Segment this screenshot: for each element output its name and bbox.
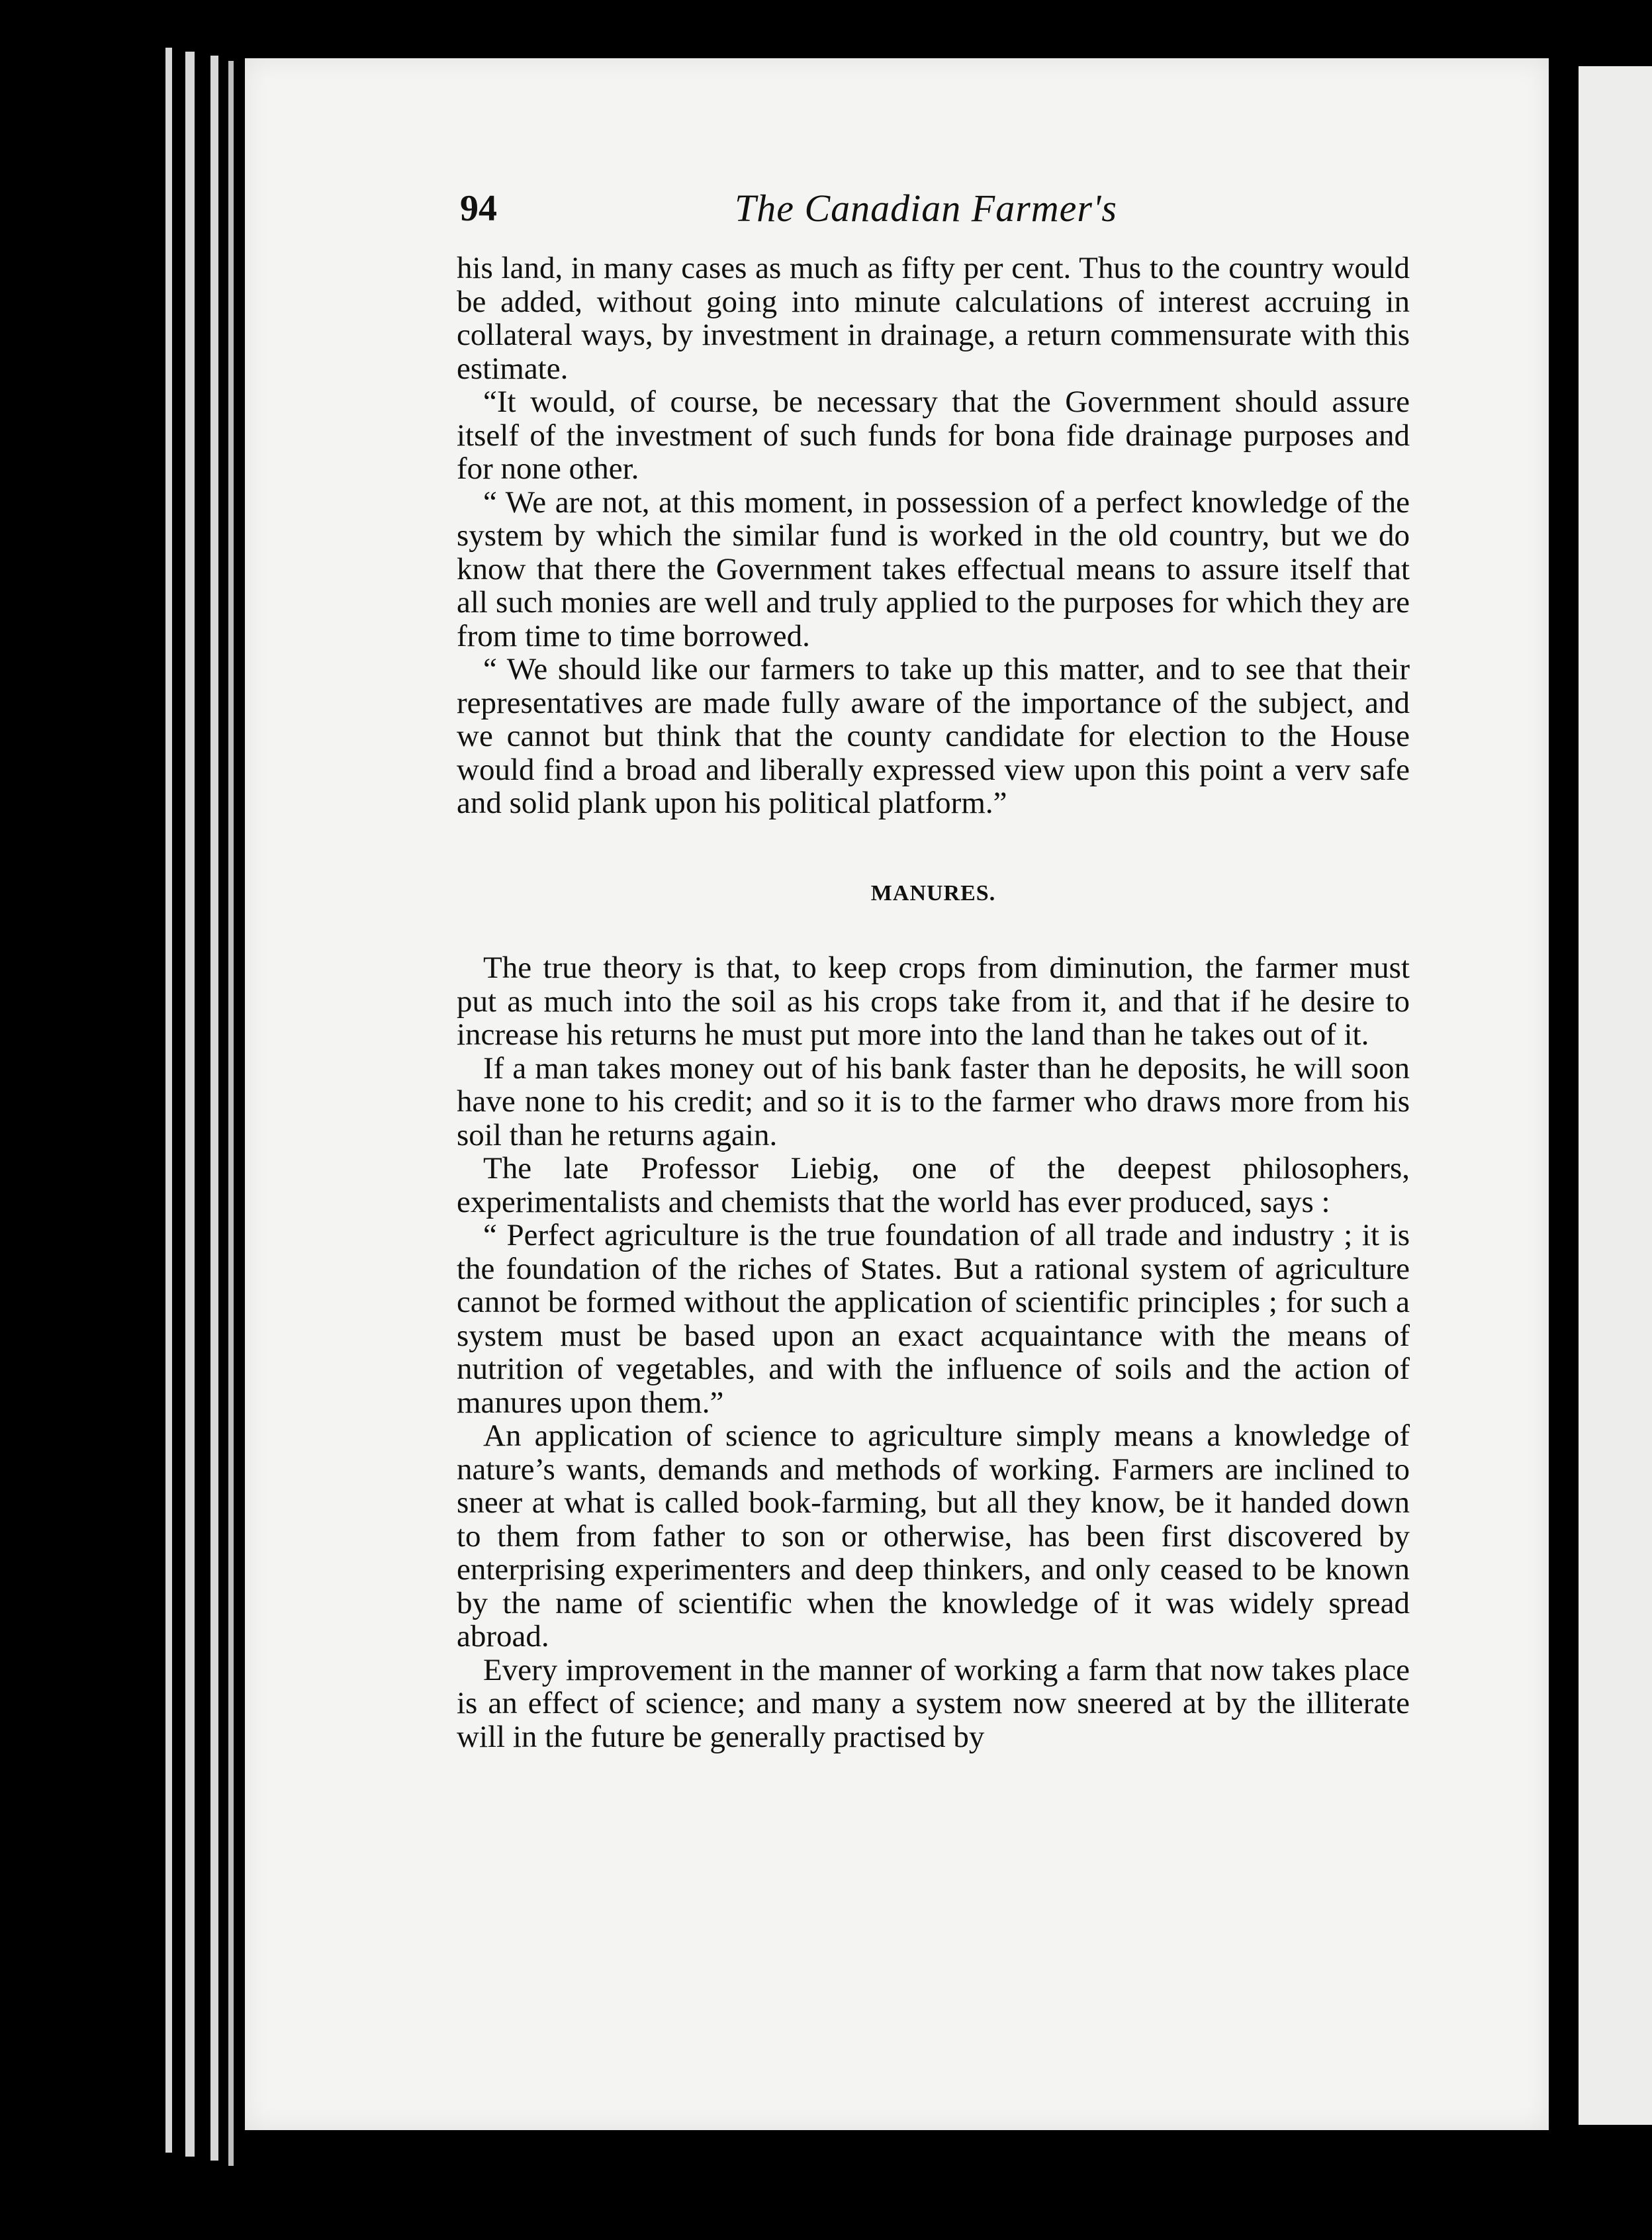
paragraph: An application of science to agriculture simply means a knowledge of nature’s wants, demands and methods of working. Farmers are inclined to sneer at what is called book-farming, but all they know, be it handed down to them from father to son or otherwise, has been first discovered by enterprising experimenters and deep thinkers, and only ceased to be known by the name of scientific when the knowledge of it was widely spread abroad. [457,1419,1410,1654]
paragraph: The late Professor Liebig, one of the deepest philosophers, experimentalists and chemists that the world has ever produced, says : [457,1151,1410,1219]
paragraph: “It would, of course, be necessary that the Government should assure itself of the investment of such funds for bona fide drainage purposes and for none other. [457,385,1410,486]
section-heading: MANURES. [870,880,996,906]
book-spine-edge [228,61,234,2166]
paragraph: If a man takes money out of his bank faster than he deposits, he will soon have none to his credit; and so it is to the farmer who draws more from his soil than he returns again. [457,1050,1410,1152]
page-number: 94 [460,188,497,229]
page-content [457,187,1410,1754]
running-head [457,187,1410,252]
quotation-paragraph: “ Perfect agriculture is the true foundation of all trade and industry ; it is the foundation of the riches of States. But a rational system of agriculture cannot be formed without the application of scientific principles ; for such a system must be based upon an exact acquaintance with the means of nutrition of vegetables, and with the influence of soils and the action of manures upon them.” [457,1218,1410,1420]
paragraph: “ We should like our farmers to take up this matter, and to see that their representatives are made fully aware of the importance of the subject, and we cannot but think that the county candidate for election to the House would find a broad and liberally expressed view upon this point a verv safe and solid plank upon his political platform.” [457,652,1410,820]
running-title: The Canadian Farmer's [735,187,1117,230]
book-spine-edge [165,48,172,2153]
paragraph: his land, in many cases as much as fifty per cent. Thus to the country would be added, without going into minute calculations of interest accruing in collateral ways, by investment in drainage, a return commensurate with this estimate. [457,251,1410,386]
paragraph: The true theory is that, to keep crops from diminution, the farmer must put as much into the soil as his crops take from it, and that if he desire to increase his returns he must put more into the land than he takes out of it. [457,951,1410,1052]
book-spine-edge [185,52,195,2157]
paragraph: Every improvement in the manner of working a farm that now takes place is an effect of science; and many a system now sneered at by the illiterate will in the future be generally practised by [457,1652,1410,1754]
paragraph: “ We are not, at this moment, in possession of a perfect knowledge of the system by which the similar fund is worked in the old country, but we do know that there the Government takes effectual means to assure itself that all such monies are well and truly applied to the purposes for which they are from time to time borrowed. [457,485,1410,653]
book-spine-edge [210,56,218,2161]
facing-page-edge [1579,66,1652,2125]
